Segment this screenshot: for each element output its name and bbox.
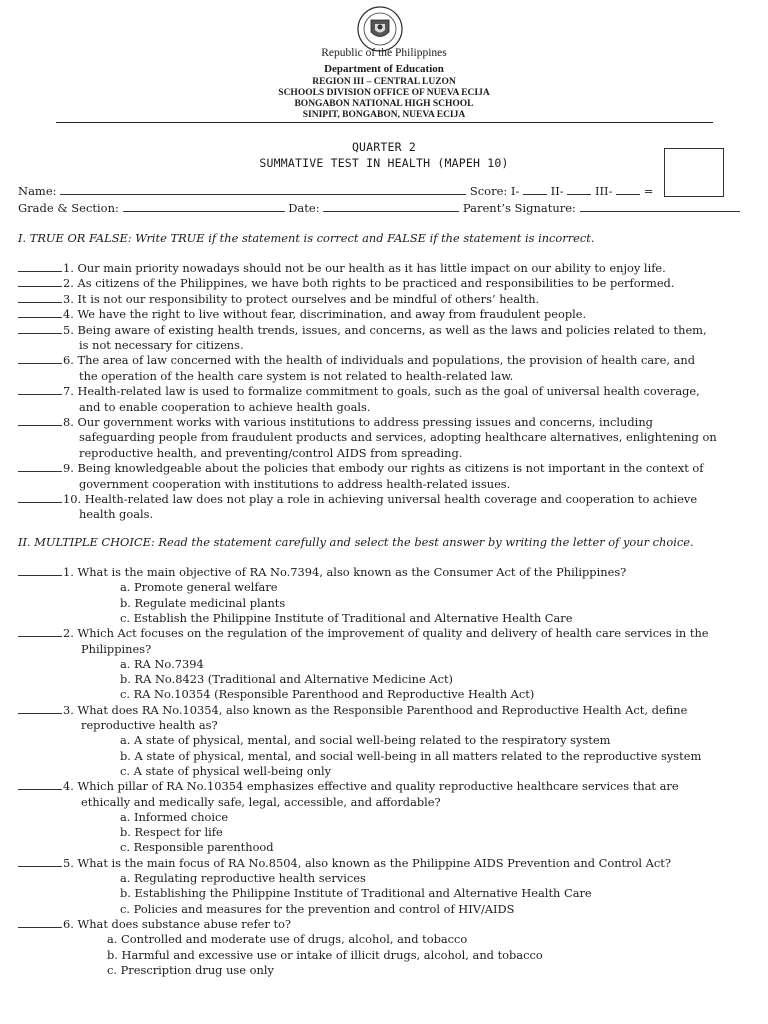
question-item (18, 353, 695, 369)
question-text: What is the main objective of RA No.7394, also known as the Consumer Act of the Philippines? (77, 565, 627, 579)
question-number: 1. (63, 261, 74, 275)
question-item (18, 323, 707, 339)
question-number: 2. (63, 626, 74, 641)
question-number: 6. (63, 916, 74, 931)
answer-blank[interactable] (18, 323, 62, 334)
total-score-box[interactable] (664, 148, 724, 197)
question-item (18, 292, 539, 308)
choice-option: c. Responsible parenthood (120, 840, 274, 855)
choice-option: b. A state of physical, mental, and social well-being in all matters related to the reproductive system (120, 748, 702, 763)
choice-option: a. RA No.7394 (120, 656, 204, 671)
header-divider (56, 122, 713, 123)
score-label: Score: I- (469, 184, 520, 198)
question-text: Our government works with various institutions to address pressing issues and concerns, including (77, 415, 653, 429)
question-item (18, 276, 674, 292)
question-text: It is not our responsibility to protect ourselves and be mindful of others’ health. (77, 291, 540, 306)
answer-blank[interactable] (18, 292, 62, 303)
question-item (18, 384, 700, 400)
choice-option: b. Establishing the Philippine Institute of Traditional and Alternative Health Care (120, 886, 592, 901)
choice-option: c. Prescription drug use only (107, 962, 274, 977)
question-item (18, 703, 687, 719)
choice-option: c. A state of physical well-being only (120, 763, 332, 778)
question-item (18, 565, 626, 581)
question-number: 4. (63, 307, 74, 322)
question-text: the operation of the health care system is not related to health-related law. (79, 368, 514, 383)
score-ii-field[interactable] (567, 184, 591, 195)
answer-blank[interactable] (18, 276, 62, 287)
question-text: Health-related law is used to formalize commitment to goals, such as the goal of universal health coverage, (77, 384, 700, 399)
header-department: Department of Education (324, 63, 444, 75)
question-continuation (79, 400, 371, 416)
header-school: BONGABON NATIONAL HIGH SCHOOL (294, 99, 474, 109)
question-continuation (81, 718, 218, 734)
choice-option: b. Respect for life (120, 825, 223, 840)
date-field[interactable] (323, 201, 459, 212)
choice-option: b. RA No.8423 (Traditional and Alternative Medicine Act) (120, 672, 453, 687)
question-text: health goals. (79, 507, 154, 522)
answer-blank[interactable] (18, 307, 62, 318)
answer-blank[interactable] (18, 492, 62, 503)
choice-option: a. Informed choice (120, 809, 229, 824)
question-number: 10. (63, 492, 82, 506)
question-text: safeguarding people from fraudulent products and services, adopting healthcare alternatives, enlightening on (79, 430, 717, 445)
name-field[interactable] (60, 184, 466, 195)
header-location: SINIPIT, BONGABON, NUEVA ECIJA (302, 110, 466, 120)
question-number: 1. (63, 565, 74, 579)
question-number: 3. (63, 702, 74, 717)
question-number: 7. (63, 384, 74, 399)
question-item (18, 492, 697, 508)
score-i-field[interactable] (523, 184, 547, 195)
deped-seal-icon (357, 6, 403, 52)
grade-row (18, 201, 740, 215)
question-number: 5. (63, 322, 74, 337)
question-text: What does RA No.10354, also known as the Responsible Parenthood and Reproductive Health Act, define (77, 702, 688, 717)
parent-signature-label: Parent’s Signature: (462, 201, 576, 215)
score-equals: = (643, 184, 654, 198)
question-text: Our main priority nowadays should not be our health as it has little impact on our ability to enjoy life. (77, 261, 666, 275)
question-continuation (79, 430, 717, 446)
question-number: 9. (63, 461, 74, 476)
choice-option: c. RA No.10354 (Responsible Parenthood and Reproductive Health Act) (120, 687, 535, 702)
answer-blank[interactable] (18, 779, 62, 790)
choice-option: c. Policies and measures for the prevention and control of HIV/AIDS (120, 901, 515, 916)
grade-section-field[interactable] (123, 201, 285, 212)
question-continuation (81, 642, 151, 658)
question-text: We have the right to live without fear, discrimination, and away from fraudulent people. (77, 307, 587, 322)
choice-option: b. Harmful and excessive use or intake of illicit drugs, alcohol, and tobacco (107, 947, 543, 962)
test-title: SUMMATIVE TEST IN HEALTH (MAPEH 10) (259, 156, 509, 170)
answer-blank[interactable] (18, 856, 62, 867)
question-item (18, 917, 291, 933)
choice-option: b. Regulate medicinal plants (120, 595, 286, 610)
question-continuation (79, 338, 244, 354)
question-text: Which pillar of RA No.10354 emphasizes effective and quality reproductive healthcare services that are (77, 779, 679, 794)
header-division: SCHOOLS DIVISION OFFICE OF NUEVA ECIJA (278, 88, 490, 98)
question-text: ethically and medically safe, legal, accessible, and affordable? (81, 794, 441, 809)
question-text: Being knowledgeable about the policies that embody our rights as citizens is not important in the context of (77, 461, 704, 476)
part2-heading: II. MULTIPLE CHOICE: Read the statement carefully and select the best answer by writing the letter of your choice. (18, 535, 694, 549)
question-text: What is the main focus of RA No.8504, also known as the Philippine AIDS Prevention and Control Act? (77, 855, 671, 870)
name-label: Name: (18, 184, 57, 198)
question-item (18, 626, 709, 642)
question-continuation (79, 446, 462, 462)
grade-section-label: Grade & Section: (18, 201, 119, 215)
question-continuation (79, 477, 510, 493)
question-text: and to enable cooperation to achieve health goals. (79, 399, 371, 414)
choice-option: a. Regulating reproductive health services (120, 871, 366, 885)
question-number: 6. (63, 353, 74, 368)
answer-blank[interactable] (18, 415, 62, 426)
question-item (18, 415, 653, 431)
choice-option: a. Promote general welfare (120, 580, 278, 595)
score-iii-field[interactable] (616, 184, 640, 195)
question-item (18, 779, 679, 795)
answer-blank[interactable] (18, 461, 62, 472)
score-ii-label: II- (550, 184, 564, 198)
parent-signature-field[interactable] (580, 201, 740, 212)
question-text: Which Act focuses on the regulation of the improvement of quality and delivery of health care services in the (77, 626, 709, 641)
header-republic: Republic of the Philippines (321, 47, 447, 59)
score-iii-label: III- (594, 184, 613, 198)
question-item (18, 461, 703, 477)
question-text: reproductive health as? (81, 718, 218, 732)
header-region: REGION III – CENTRAL LUZON (312, 77, 456, 87)
question-number: 2. (63, 276, 74, 291)
answer-blank[interactable] (18, 565, 62, 576)
question-text: Being aware of existing health trends, issues, and concerns, as well as the laws and policies related to them, (77, 322, 707, 337)
question-text: reproductive health, and preventing/control AIDS from spreading. (79, 445, 463, 460)
answer-blank[interactable] (18, 261, 62, 272)
question-number: 3. (63, 291, 74, 306)
name-row (18, 184, 653, 198)
answer-blank[interactable] (18, 626, 62, 637)
choice-option: a. Controlled and moderate use of drugs, alcohol, and tobacco (107, 932, 468, 947)
answer-blank[interactable] (18, 917, 62, 928)
question-number: 8. (63, 415, 74, 429)
question-item (18, 856, 671, 872)
answer-blank[interactable] (18, 703, 62, 714)
date-label: Date: (288, 201, 320, 215)
question-number: 4. (63, 779, 74, 794)
question-continuation (79, 369, 513, 385)
question-text: As citizens of the Philippines, we have both rights to be practiced and responsibilities to be performed. (77, 276, 675, 291)
question-continuation (79, 507, 153, 523)
question-text: The area of law concerned with the health of individuals and populations, the provision of health care, and (77, 353, 696, 368)
question-text: Philippines? (81, 641, 152, 656)
question-text: is not necessary for citizens. (79, 338, 244, 352)
question-number: 5. (63, 855, 74, 870)
part1-heading: I. TRUE OR FALSE: Write TRUE if the statement is correct and FALSE if the statement is incorrect. (18, 231, 595, 245)
question-text: government cooperation with institutions to address health-related issues. (79, 476, 511, 491)
answer-blank[interactable] (18, 384, 62, 395)
answer-blank[interactable] (18, 353, 62, 364)
quarter-title: QUARTER 2 (351, 140, 417, 154)
question-text: What does substance abuse refer to? (77, 916, 292, 931)
question-item (18, 307, 586, 323)
question-text: Health-related law does not play a role in achieving universal health coverage and cooperation to achieve (84, 492, 698, 506)
question-item (18, 261, 666, 277)
choice-option: c. Establish the Philippine Institute of Traditional and Alternative Health Care (120, 610, 573, 625)
choice-option: a. A state of physical, mental, and social well-being related to the respiratory system (120, 733, 611, 748)
question-continuation (81, 795, 441, 811)
